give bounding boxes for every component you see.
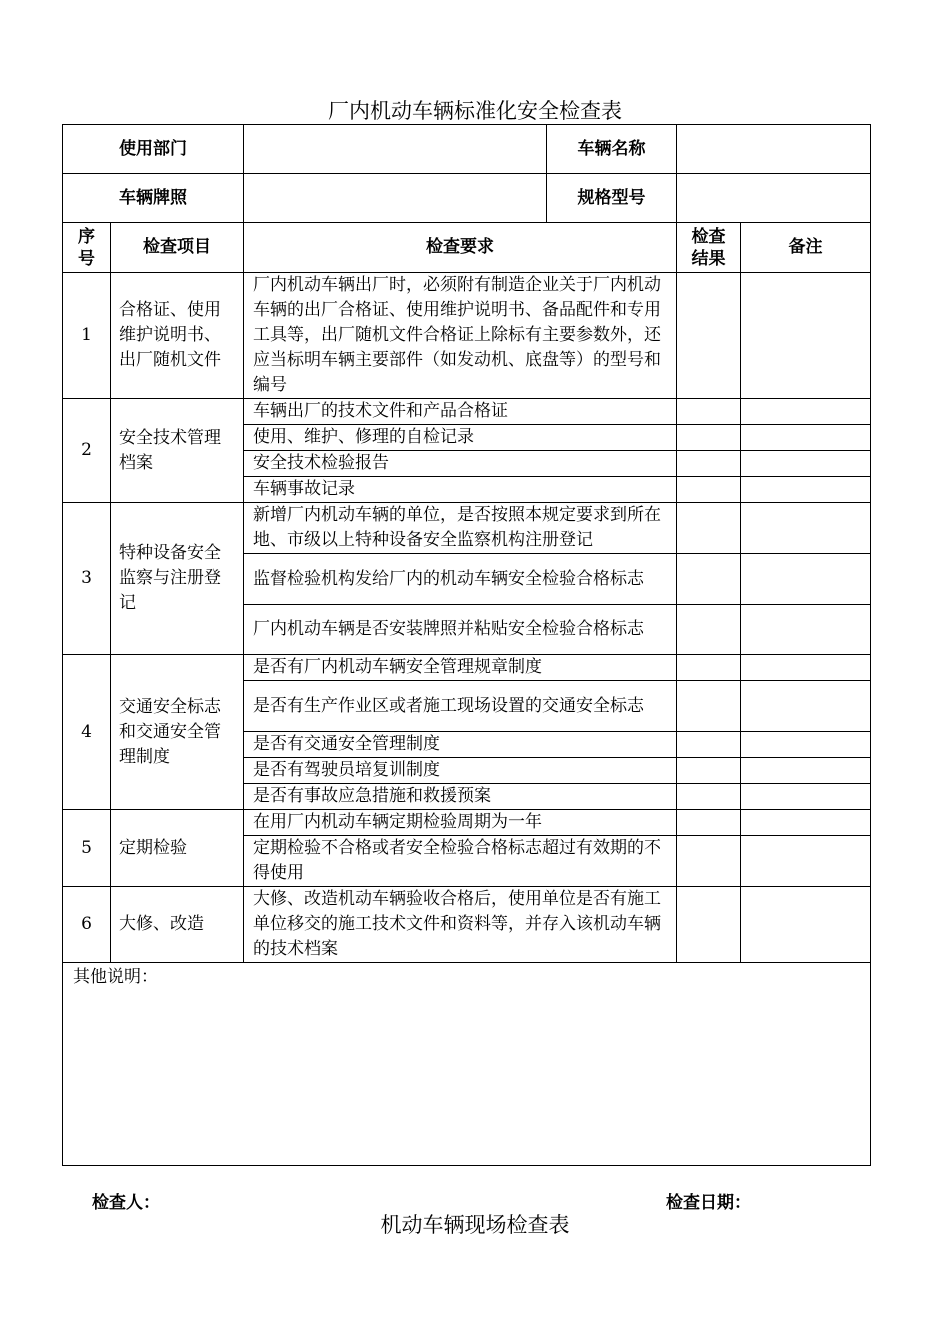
remark-cell[interactable] (741, 477, 871, 503)
notes-label: 其他说明： (73, 967, 158, 987)
requirement-text: 安全技术检验报告 (244, 451, 677, 477)
remark-cell[interactable] (741, 451, 871, 477)
item-header: 检查项目 (111, 223, 244, 273)
requirement-text: 定期检验不合格或者安全检验合格标志超过有效期的不得使用 (244, 836, 677, 887)
section-number: 1 (63, 273, 111, 399)
result-cell[interactable] (677, 758, 741, 784)
result-cell[interactable] (677, 399, 741, 425)
plate-value-cell[interactable] (244, 174, 547, 223)
requirement-text: 是否有驾驶员培复训制度 (244, 758, 677, 784)
requirement-text: 厂内机动车辆出厂时，必须附有制造企业关于厂内机动车辆的出厂合格证、使用维护说明书、备品配件和专用工具等，出厂随机文件合格证上除标有主要参数外，还应当标明车辆主要部件（如发动机、底盘等）的型号和编号 (244, 273, 677, 399)
result-cell[interactable] (677, 554, 741, 605)
section-item: 特种设备安全监察与注册登记 (111, 503, 244, 655)
section-number: 2 (63, 399, 111, 503)
notes-row (63, 963, 871, 1166)
result-cell[interactable] (677, 451, 741, 477)
section-item: 交通安全标志和交通安全管理制度 (111, 655, 244, 810)
requirement-header: 检查要求 (244, 223, 677, 273)
remark-cell[interactable] (741, 887, 871, 963)
requirement-text: 是否有生产作业区或者施工现场设置的交通安全标志 (244, 681, 677, 732)
requirement-text: 车辆事故记录 (244, 477, 677, 503)
section-number: 3 (63, 503, 111, 655)
requirement-text: 使用、维护、修理的自检记录 (244, 425, 677, 451)
table-row (63, 887, 871, 963)
remark-header: 备注 (741, 223, 871, 273)
result-cell[interactable] (677, 732, 741, 758)
remark-cell[interactable] (741, 784, 871, 810)
result-cell[interactable] (677, 810, 741, 836)
section-number: 5 (63, 810, 111, 887)
requirement-text: 在用厂内机动车辆定期检验周期为一年 (244, 810, 677, 836)
table-row (63, 503, 871, 554)
section-item: 大修、改造 (111, 887, 244, 963)
requirement-text: 是否有事故应急措施和救援预案 (244, 784, 677, 810)
requirement-text: 新增厂内机动车辆的单位，是否按照本规定要求到所在地、市级以上特种设备安全监察机构注册登记 (244, 503, 677, 554)
inspection-table (62, 124, 871, 1166)
remark-cell[interactable] (741, 732, 871, 758)
notes-area[interactable] (63, 963, 871, 1166)
info-row-1 (63, 125, 871, 174)
vehicle-name-value-cell[interactable] (677, 125, 871, 174)
requirement-text: 是否有厂内机动车辆安全管理规章制度 (244, 655, 677, 681)
table-row (63, 810, 871, 836)
result-cell[interactable] (677, 477, 741, 503)
requirement-text: 厂内机动车辆是否安装牌照并粘贴安全检验合格标志 (244, 605, 677, 655)
remark-cell[interactable] (741, 758, 871, 784)
result-cell[interactable] (677, 273, 741, 399)
document-title: 厂内机动车辆标准化安全检查表 (328, 99, 622, 123)
remark-cell[interactable] (741, 425, 871, 451)
section-item: 定期检验 (111, 810, 244, 887)
section-item: 合格证、使用维护说明书、出厂随机文件 (111, 273, 244, 399)
remark-cell[interactable] (741, 681, 871, 732)
requirement-text: 大修、改造机动车辆验收合格后，使用单位是否有施工单位移交的施工技术文件和资料等，并存入该机动车辆的技术档案 (244, 887, 677, 963)
model-label: 规格型号 (547, 174, 677, 223)
inspection-date-label: 检查日期： (666, 1193, 751, 1213)
plate-label: 车辆牌照 (63, 174, 244, 223)
section-number: 4 (63, 655, 111, 810)
table-row (63, 273, 871, 399)
remark-cell[interactable] (741, 554, 871, 605)
result-cell[interactable] (677, 503, 741, 554)
inspector-label: 检查人： (92, 1193, 160, 1213)
section-item: 安全技术管理档案 (111, 399, 244, 503)
requirement-text: 是否有交通安全管理制度 (244, 732, 677, 758)
section-number: 6 (63, 887, 111, 963)
table-row (63, 399, 871, 425)
second-title: 机动车辆现场检查表 (380, 1213, 570, 1237)
dept-label: 使用部门 (63, 125, 244, 174)
remark-cell[interactable] (741, 836, 871, 887)
remark-cell[interactable] (741, 399, 871, 425)
remark-cell[interactable] (741, 273, 871, 399)
result-cell[interactable] (677, 605, 741, 655)
result-cell[interactable] (677, 681, 741, 732)
remark-cell[interactable] (741, 810, 871, 836)
remark-cell[interactable] (741, 605, 871, 655)
info-row-2 (63, 174, 871, 223)
model-value-cell[interactable] (677, 174, 871, 223)
seq-header: 序号 (63, 223, 111, 273)
result-cell[interactable] (677, 425, 741, 451)
requirement-text: 监督检验机构发给厂内的机动车辆安全检验合格标志 (244, 554, 677, 605)
result-cell[interactable] (677, 836, 741, 887)
header-row (63, 223, 871, 273)
vehicle-name-label: 车辆名称 (547, 125, 677, 174)
result-cell[interactable] (677, 887, 741, 963)
result-header: 检查结果 (677, 223, 741, 273)
remark-cell[interactable] (741, 655, 871, 681)
result-cell[interactable] (677, 655, 741, 681)
dept-value-cell[interactable] (244, 125, 547, 174)
result-cell[interactable] (677, 784, 741, 810)
remark-cell[interactable] (741, 503, 871, 554)
requirement-text: 车辆出厂的技术文件和产品合格证 (244, 399, 677, 425)
table-row (63, 655, 871, 681)
